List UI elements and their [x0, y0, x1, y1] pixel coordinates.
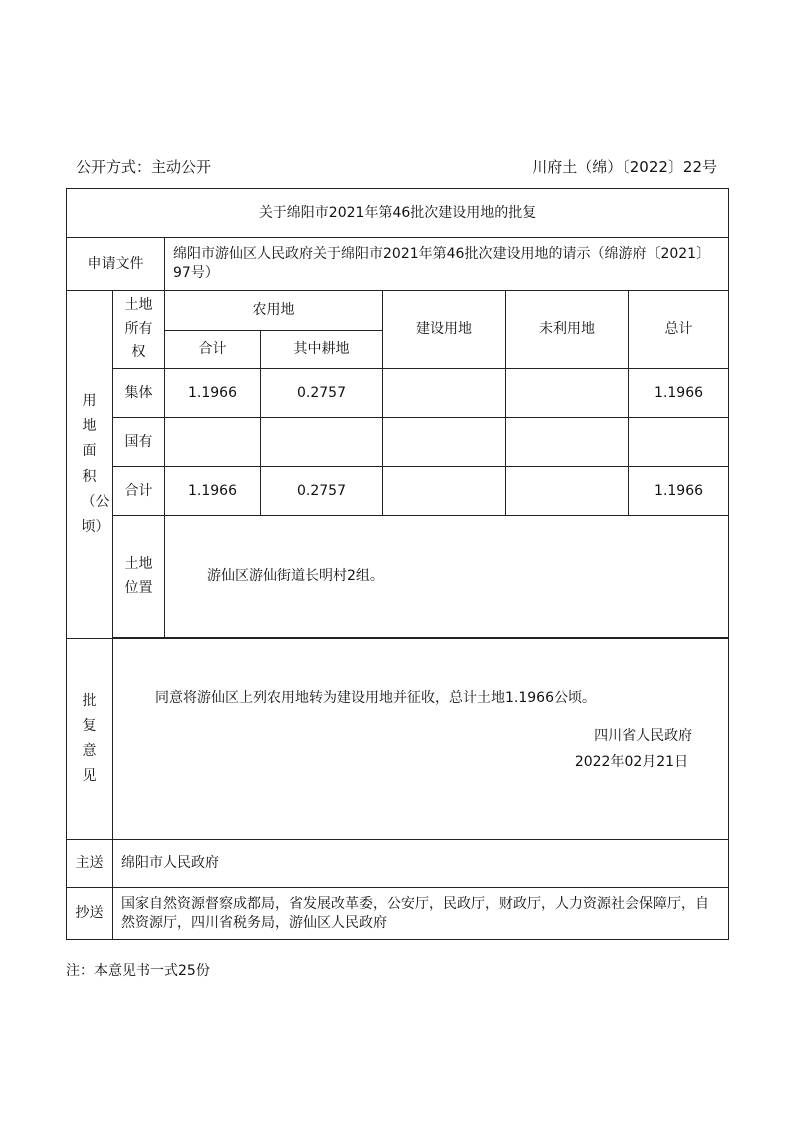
request-file-label: 申请文件: [67, 238, 165, 291]
table-row: [67, 418, 729, 467]
cultivated-land-cell: 0.2757: [261, 369, 383, 418]
document-title: 关于绵阳市2021年第46批次建设用地的批复: [67, 189, 729, 238]
total-cell: 1.1966: [629, 467, 729, 516]
issuing-authority: 四川省人民政府: [594, 728, 693, 744]
construction-land-cell: [383, 418, 506, 467]
document-number: 川府土（绵）〔2022〕22号: [532, 158, 717, 176]
total-header: 总计: [629, 291, 729, 369]
unused-land-cell: [506, 467, 629, 516]
cultivated-land-cell: 0.2757: [261, 467, 383, 516]
total-cell: 1.1966: [629, 369, 729, 418]
total-cell: [629, 418, 729, 467]
row-label: 集体: [113, 369, 165, 418]
table-row: [67, 467, 729, 516]
farmland-subtotal-header: 合计: [165, 331, 261, 369]
ownership-label: 土地所有权: [113, 291, 165, 369]
unused-land-header: 未利用地: [506, 291, 629, 369]
land-location-label: 土地位置: [113, 516, 165, 638]
issue-date: 2022年02月21日: [574, 754, 689, 770]
cultivated-land-header: 其中耕地: [261, 331, 383, 369]
construction-land-header: 建设用地: [383, 291, 506, 369]
construction-land-cell: [383, 369, 506, 418]
farmland-header: 农用地: [165, 291, 383, 331]
unused-land-cell: [506, 369, 629, 418]
land-location-value: 游仙区游仙街道长明村2组。: [165, 516, 729, 638]
farmland-subtotal-cell: 1.1966: [165, 369, 261, 418]
request-file-value: 绵阳市游仙区人民政府关于绵阳市2021年第46批次建设用地的请示（绵游府〔2021〕97号）: [165, 238, 729, 291]
farmland-subtotal-cell: [165, 418, 261, 467]
cc-label: 抄送: [67, 888, 113, 940]
main-recipient-value: 绵阳市人民政府: [113, 840, 729, 888]
unused-land-cell: [506, 418, 629, 467]
land-area-label: 用地面积（公顷）: [67, 291, 113, 639]
footnote: 注：本意见书一式25份: [66, 963, 210, 979]
cc-value: 国家自然资源督察成都局，省发展改革委，公安厅，民政厅，财政厅，人力资源社会保障厅，自然资源厅，四川省税务局，游仙区人民政府: [113, 888, 729, 940]
table-row: [67, 369, 729, 418]
farmland-subtotal-cell: 1.1966: [165, 467, 261, 516]
construction-land-cell: [383, 467, 506, 516]
disclosure-mode: 公开方式：主动公开: [76, 158, 212, 176]
approval-opinion-label: 批复意见: [67, 639, 113, 840]
main-recipient-label: 主送: [67, 840, 113, 888]
approval-form-table: [66, 188, 729, 940]
row-label: 合计: [113, 467, 165, 516]
row-label: 国有: [113, 418, 165, 467]
cultivated-land-cell: [261, 418, 383, 467]
approval-opinion-cell: [113, 639, 729, 840]
approval-opinion-text: 同意将游仙区上列农用地转为建设用地并征收，总计土地1.1966公顷。: [155, 690, 596, 706]
